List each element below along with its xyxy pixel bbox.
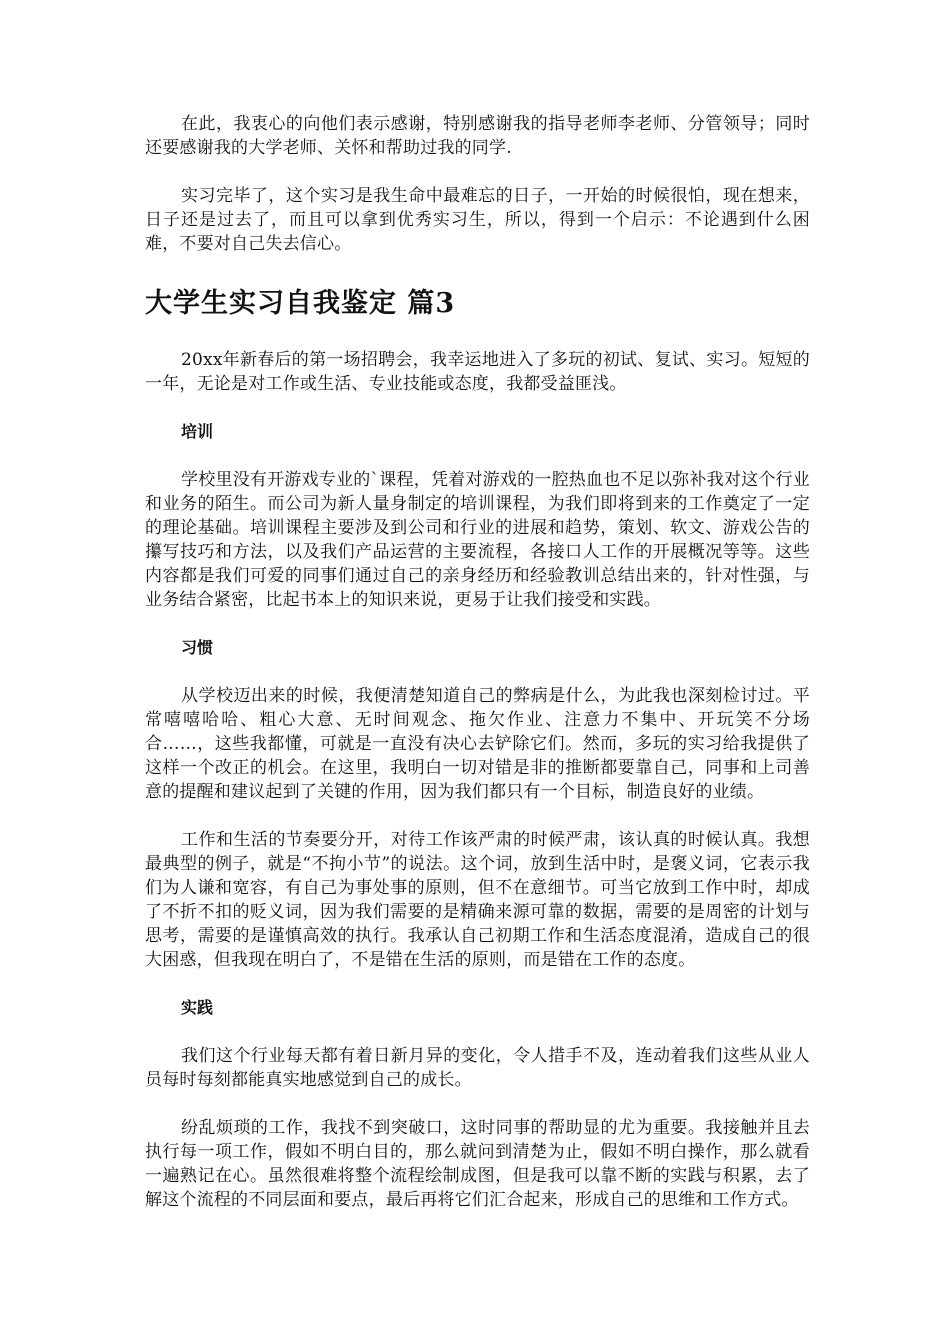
document-body [145,112,810,1212]
subheading-training: 培训 [181,422,214,441]
practice-paragraph-2: 纷乱烦琐的工作，我找不到突破口，这时同事的帮助显的尤为重要。我接触并且去执行每一项工作，假如不明白目的，那么就问到清楚为止，假如不明白操作，那么就看一遍熟记在心。虽然很难将整个流程绘制成图，但是我可以靠不断的实践与积累，去了解这个流程的不同层面和要点，最后再将它们汇合起来，形成自己的思维和工作方式。 [145,1118,810,1210]
section-title: 大学生实习自我鉴定 篇3 [145,288,456,319]
opening-paragraph: 20xx年新春后的第一场招聘会，我幸运地进入了多玩的初试、复试、实习。短短的一年，无论是对工作或生活、专业技能或态度，我都受益匪浅。 [145,350,810,394]
habits-paragraph-2: 工作和生活的节奏要分开，对待工作该严肃的时候严肃，该认真的时候认真。我想最典型的例子，就是“不拘小节”的说法。这个词，放到生活中时，是褒义词，它表示我们为人谦和宽容，有自己为事处事的原则，但不在意细节。可当它放到工作中时，却成了不折不扣的贬义词，因为我们需要的是精确来源可靠的数据，需要的是周密的计划与思考，需要的是谨慎高效的执行。我承认自己初期工作和生活态度混淆，造成自己的很大困惑，但我现在明白了，不是错在生活的原则，而是错在工作的态度。 [145,830,810,970]
practice-paragraph-1: 我们这个行业每天都有着日新月异的变化，令人措手不及，连动着我们这些从业人员每时每刻都能真实地感觉到自己的成长。 [145,1046,810,1090]
training-paragraph: 学校里没有开游戏专业的`课程，凭着对游戏的一腔热血也不足以弥补我对这个行业和业务的陌生。而公司为新人量身制定的培训课程，为我们即将到来的工作奠定了一定的理论基础。培训课程主要涉及到公司和行业的进展和趋势，策划、软文、游戏公告的攥写技巧和方法，以及我们产品运营的主要流程，各接口人工作的开展概况等等。这些内容都是我们可爱的同事们通过自己的亲身经历和经验教训总结出来的，针对性强，与业务结合紧密，比起书本上的知识来说，更易于让我们接受和实践。 [145,470,810,610]
subheading-habits: 习惯 [181,638,214,657]
intro-paragraph-1: 在此，我衷心的向他们表示感谢，特别感谢我的指导老师李老师、分管领导；同时还要感谢我的大学老师、关怀和帮助过我的同学. [145,114,810,158]
intro-paragraph-2: 实习完毕了，这个实习是我生命中最难忘的日子，一开始的时候很怕，现在想来，日子还是过去了，而且可以拿到优秀实习生，所以，得到一个启示：不论遇到什么困难，不要对自己失去信心。 [145,186,810,254]
subheading-practice: 实践 [181,998,214,1017]
habits-paragraph-1: 从学校迈出来的时候，我便清楚知道自己的弊病是什么，为此我也深刻检讨过。平常嘻嘻哈哈、粗心大意、无时间观念、拖欠作业、注意力不集中、开玩笑不分场合……，这些我都懂，可就是一直没有决心去铲除它们。然而，多玩的实习给我提供了这样一个改正的机会。在这里，我明白一切对错是非的推断都要靠自己，同事和上司善意的提醒和建议起到了关键的作用，因为我们都只有一个目标，制造良好的业绩。 [145,686,810,802]
